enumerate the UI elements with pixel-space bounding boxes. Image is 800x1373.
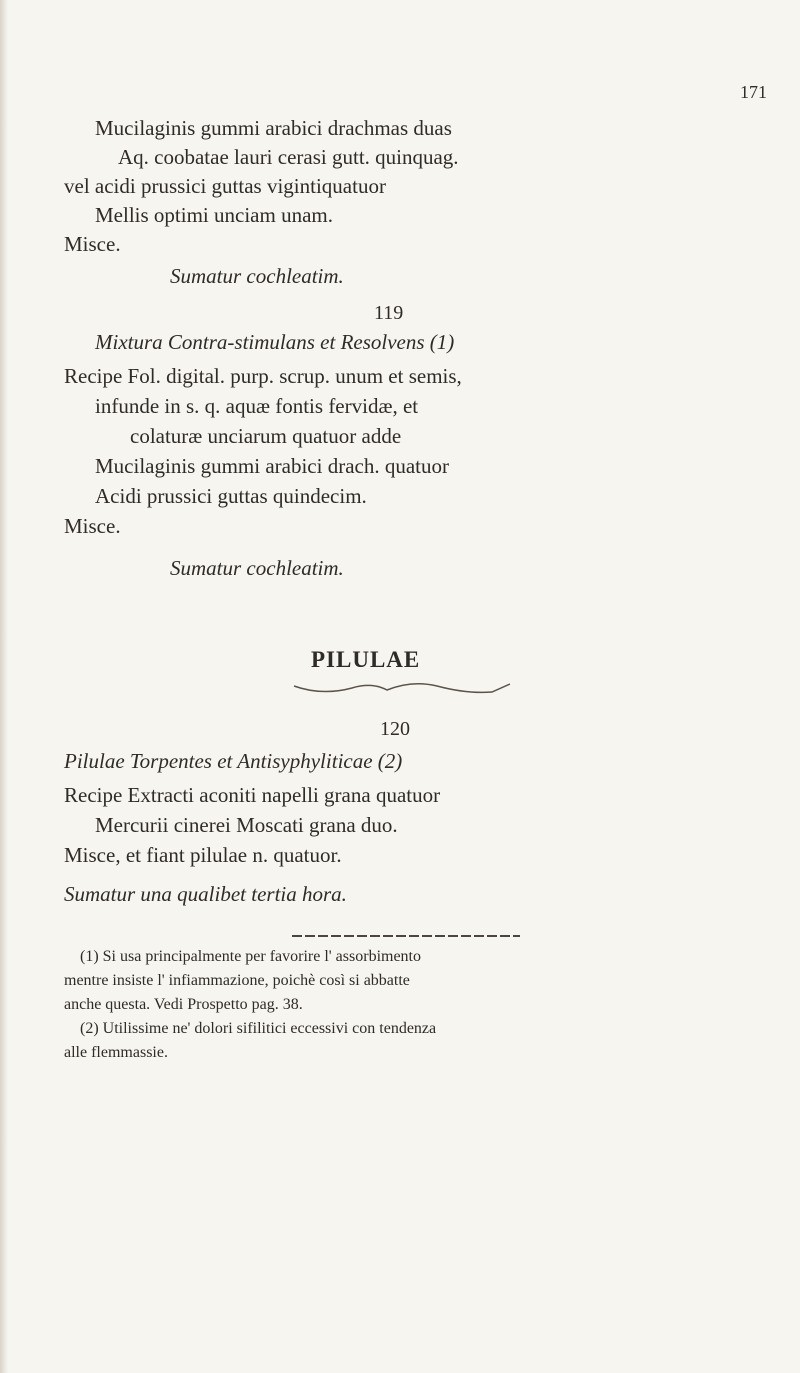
instruction-line: Sumatur cochleatim.: [170, 264, 344, 288]
page-number: 171: [740, 82, 767, 102]
text-line: colaturæ unciarum quatuor adde: [130, 424, 402, 448]
page-edge-shadow: [0, 0, 8, 1373]
text-line: infunde in s. q. aquæ fontis fervidæ, et: [95, 394, 419, 418]
text-line: Misce.: [64, 232, 121, 256]
recipe-title: Pilulae Torpentes et Antisyphyliticae (2): [64, 749, 403, 773]
footnote-rule: [290, 932, 522, 940]
section-title: PILULAE: [311, 647, 421, 672]
text-line: Misce, et fiant pilulae n. quatuor.: [64, 843, 342, 867]
footnote-line: anche questa. Vedi Prospetto pag. 38.: [64, 996, 303, 1013]
text-line: Recipe Fol. digital. purp. scrup. unum et semis,: [64, 364, 462, 388]
footnote-line: mentre insiste l' infiammazione, poichè così si abbatte: [64, 972, 410, 989]
text-line: Mellis optimi unciam unam.: [95, 203, 333, 227]
text-line: vel acidi prussici guttas vigintiquatuor: [64, 174, 386, 198]
recipe-title: Mixtura Contra-stimulans et Resolvens (1): [95, 330, 455, 354]
recipe-number: 120: [380, 718, 410, 740]
instruction-line: Sumatur cochleatim.: [170, 556, 344, 580]
text-line: Misce.: [64, 514, 121, 538]
instruction-line: Sumatur una qualibet tertia hora.: [64, 882, 347, 906]
ornament-flourish: [292, 680, 512, 700]
text-line: Recipe Extracti aconiti napelli grana quatuor: [64, 783, 441, 807]
footnote-line: (1) Si usa principalmente per favorire l' assorbimento: [80, 948, 421, 965]
recipe-number: 119: [374, 302, 404, 324]
footnote-line: alle flemmassie.: [64, 1044, 168, 1061]
text-line: Mercurii cinerei Moscati grana duo.: [95, 813, 398, 837]
text-line: Aq. coobatae lauri cerasi gutt. quinquag.: [118, 145, 459, 169]
text-line: Mucilaginis gummi arabici drach. quatuor: [95, 454, 449, 478]
text-line: Acidi prussici guttas quindecim.: [95, 484, 367, 508]
text-line: Mucilaginis gummi arabici drachmas duas: [95, 116, 452, 140]
footnote-line: (2) Utilissime ne' dolori sifilitici eccessivi con tendenza: [80, 1020, 437, 1037]
